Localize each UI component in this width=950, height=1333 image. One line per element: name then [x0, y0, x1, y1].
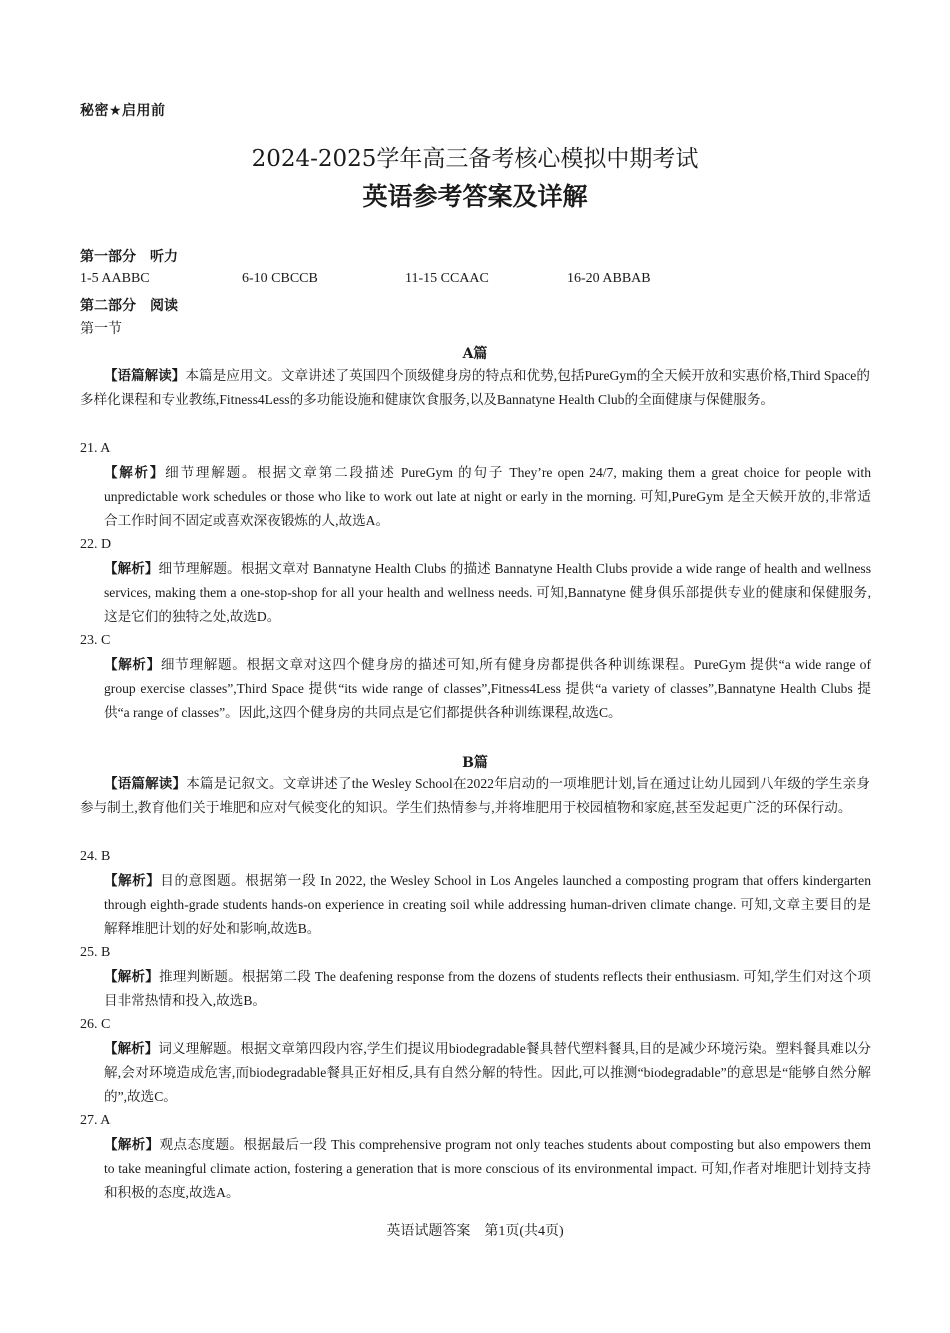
part2-heading [80, 295, 178, 315]
analysis-text: 细节理解题。根据文章对这四个健身房的描述可知,所有健身房都提供各种训练课程。PureGym 提供“a wide range of group exercise classes”,Third Space 提供“its wide range of classes”,Fitness4Less 提供“a variety of classes”,Bannatyne Health Clubs 提供“a range of classes”。因此,这四个健身房的共同点是它们都提供各种训练课程,故选C。 [104, 657, 871, 720]
question-explanation [104, 869, 871, 941]
question-number: 26. C [80, 1017, 111, 1032]
passage-a-title: A篇 [462, 346, 488, 362]
analysis-text: 推理判断题。根据第二段 The deafening response from the dozens of students reflects their enthusiasm. 可知,学生们对这个项目非常热情和投入,故选B。 [104, 969, 871, 1008]
passage-b-title: B篇 [462, 755, 488, 771]
question-explanation [104, 965, 871, 1013]
analysis-text: 词义理解题。根据文章第四段内容,学生们提议用biodegradable餐具替代塑料餐具,目的是减少环境污染。塑料餐具难以分解,会对环境造成危害,而biodegradable餐具正好相反,具有自然分解的特性。因此,可以推测“biodegradable”的意思是“能够自然分解的”,故选C。 [104, 1041, 872, 1104]
overview-text: 本篇是应用文。文章讲述了英国四个顶级健身房的特点和优势,包括PureGym的全天候开放和实惠价格,Third Space的多样化课程和专业教练,Fitness4Less的多功能设施和健康饮食服务,以及Bannatyne Health Club的全面健康与保健服务。 [80, 368, 870, 407]
analysis-text: 观点态度题。根据最后一段 This comprehensive program not only teaches students about composting but also empowers them to take meaningful climate action, fostering a generation that is more conscious of its environmental impact. 可知,作者对堆肥计划持支持和积极的态度,故选A。 [104, 1137, 872, 1200]
question-number: 24. B [80, 849, 111, 864]
question-explanation [104, 653, 871, 725]
part1-heading-label: 第一部分 [80, 249, 136, 265]
answer-group: 6-10 CBCCB [242, 271, 318, 286]
passage-b-overview [80, 772, 870, 820]
analysis-tag: 【解析】 [104, 873, 161, 889]
analysis-text: 目的意图题。根据第一段 In 2022, the Wesley School in Los Angeles launched a composting program that offers kindergarten through eighth-grade students hands-on experience in creating soil while addressing human-driven climate change. 可知,文章主要目的是解释堆肥计划的好处和影响,故选B。 [104, 873, 872, 936]
question-number: 22. D [80, 537, 112, 552]
part1-heading [80, 246, 178, 266]
answer-group: 16-20 ABBAB [567, 271, 651, 286]
question-explanation [104, 1037, 871, 1109]
analysis-tag: 【解析】 [104, 1041, 159, 1057]
question-explanation [104, 557, 871, 629]
part2-heading-sub: 阅读 [150, 298, 178, 314]
overview-tag: 【语篇解读】 [104, 368, 186, 384]
question-number: 23. C [80, 633, 111, 648]
question-number: 21. A [80, 441, 111, 456]
overview-tag: 【语篇解读】 [104, 776, 187, 792]
confidential-label: 秘密★启用前 [80, 103, 166, 119]
question-number: 27. A [80, 1113, 111, 1128]
analysis-tag: 【解析】 [104, 657, 161, 673]
analysis-text: 细节理解题。根据文章第二段描述 PureGym 的句子 They’re open 24/7, making them a great choice for people with unpredictable work schedules or those who like to work out late at night or early in the morning. 可知,PureGym 是全天候开放的,非常适合工作时间不固定或喜欢深夜锻炼的人,故选A。 [104, 465, 872, 528]
question-explanation [104, 1133, 871, 1205]
exam-title: 2024-2025学年高三备考核心模拟中期考试 [251, 146, 699, 172]
question-explanation [104, 461, 871, 533]
part2-heading-label: 第二部分 [80, 298, 136, 314]
document-title: 英语参考答案及详解 [362, 182, 588, 211]
analysis-text: 细节理解题。根据文章对 Bannatyne Health Clubs 的描述 Bannatyne Health Clubs provide a wide range of health and wellness services, making them a one-stop-shop for all your health and wellness needs. 可知,Bannatyne 健身俱乐部提供专业的健康和保健服务,这是它们的独特之处,故选D。 [104, 561, 871, 624]
analysis-tag: 【解析】 [104, 969, 159, 985]
question-number: 25. B [80, 945, 111, 960]
page-footer: 英语试题答案 第1页(共4页) [386, 1224, 564, 1239]
analysis-tag: 【解析】 [104, 465, 166, 481]
overview-text: 本篇是记叙文。文章讲述了the Wesley School在2022年启动的一项堆肥计划,旨在通过让幼儿园到八年级的学生亲身参与制土,教育他们关于堆肥和应对气候变化的知识。学生们热情参与,并将堆肥用于校园植物和家庭,甚至发起更广泛的环保行动。 [80, 776, 870, 815]
passage-a-overview [80, 364, 870, 412]
answer-group: 11-15 CCAAC [405, 271, 489, 286]
part1-heading-sub: 听力 [150, 249, 178, 265]
section-label: 第一节 [80, 321, 122, 337]
analysis-tag: 【解析】 [104, 1137, 160, 1153]
answer-group: 1-5 AABBC [80, 271, 150, 286]
listening-answers [80, 271, 880, 291]
analysis-tag: 【解析】 [104, 561, 159, 577]
